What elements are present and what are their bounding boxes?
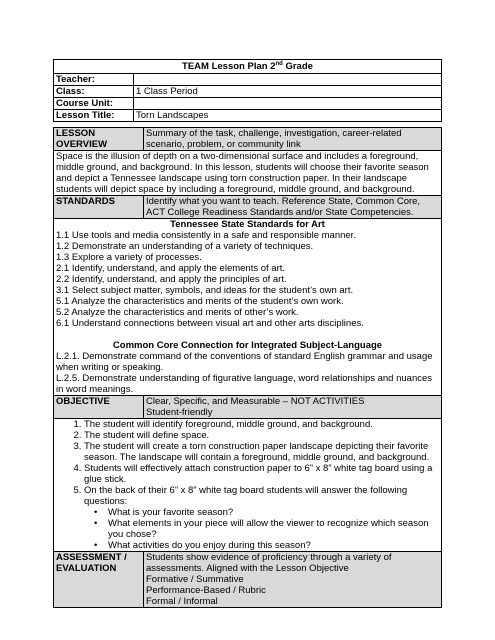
standards-label: STANDARDS [54,196,144,219]
overview-text: Space is the illusion of depth on a two-dimensional surface and includes a foreground, middle ground, and background. In this lesson, students will choose their favorite season and depict a Tennessee landscape using torn construction paper. In their landscape students will depict space by including a foreground, middle ground, and background. [54,151,442,196]
bullet-icon: • [94,507,98,518]
art-standard-item: 1.3 Explore a variety of processes. [56,252,202,263]
assessment-line: Performance-Based / Rubric [146,585,266,596]
objective-item: 2. The student will define space. [84,430,439,441]
question-item: • What activities do you enjoy during this season? [94,540,311,551]
standards-hint: Identify what you want to teach. Reference State, Common Core, ACT College Readiness Standards and/or State Competencies. [144,196,442,219]
lesson-info-table [53,59,442,122]
art-standard-item: 6.1 Understand connections between visual art and other arts disciplines. [56,318,364,329]
objective-item: 5. On the back of their 6” x 8” white tag board students will answer the following questions: [84,485,439,507]
bullet-icon: • [94,518,98,529]
course-unit-label: Course Unit: [54,98,134,110]
spacer [56,329,439,340]
standards-body [54,219,442,396]
assessment-label [54,552,144,608]
objective-item: 3. The student will create a torn construction paper landscape depicting their favorite season. The landscape will contain a foreground, middle ground, and background. [84,441,439,463]
art-standard-item: 5.1 Analyze the characteristics and merits of the student’s own work. [56,296,344,307]
art-standard-item: 2.2 Identify, understand, and apply the principles of art. [56,274,287,285]
lesson-title-value: Torn Landscapes [134,110,442,122]
class-value: 1 Class Period [134,86,442,98]
assessment-line: Formal / Informal [146,596,218,607]
assessment-line: Formative / Summative [146,574,244,585]
class-label: Class: [54,86,134,98]
assessment-label-line: EVALUATION [56,563,117,574]
common-core-item: L.2.5. Demonstrate understanding of figurative language, word relationships and nuances in word meanings. [56,373,433,395]
assessment-label-line: ASSESSMENT / [56,552,127,563]
objective-item: 1. The student will identify foreground, middle ground, and background. [84,419,439,430]
bullet-icon: • [94,540,98,551]
objective-label: OBJECTIVE [54,396,144,419]
objective-list [56,419,439,507]
assessment-hint [144,552,442,608]
art-standard-item: 1.2 Demonstrate an understanding of a variety of techniques. [56,241,314,252]
objective-hint [144,396,442,419]
objective-body [54,419,442,552]
objective-hint-line: Student-friendly [146,407,213,418]
assessment-line: Students show evidence of proficiency through a variety of assessments. Aligned with the Lesson Objective [146,552,392,574]
objective-item: 4. Students will effectively attach construction paper to 6” x 8” white tag board using a glue stick. [84,463,439,485]
art-standards-heading: Tennessee State Standards for Art [170,219,325,230]
common-core-heading: Common Core Connection for Integrated Subject-Language [112,340,383,351]
art-standard-item: 1.1 Use tools and media consistently in a safe and responsible manner. [56,230,356,241]
course-unit-value [134,98,442,110]
overview-label: LESSON OVERVIEW [54,128,144,151]
lesson-content-table [53,127,442,608]
art-standard-item: 2.1 Identify, understand, and apply the elements of art. [56,263,286,274]
objective-hint-line: Clear, Specific, and Measurable – NOT ACTIVITIES [146,396,365,407]
lesson-title-label: Lesson Title: [54,110,134,122]
question-item: • What elements in your piece will allow the viewer to recognize which season you chose? [94,518,429,540]
question-item: • What is your favorite season? [94,507,234,518]
overview-hint: Summary of the task, challenge, investigation, career-related scenario, problem, or community link [144,128,442,151]
teacher-label: Teacher: [54,74,134,86]
art-standard-item: 5.2 Analyze the characteristics and merits of other’s work. [56,307,299,318]
question-list [56,507,439,551]
common-core-item: L.2.1. Demonstrate command of the conventions of standard English grammar and usage when writing or speaking. [56,351,433,373]
teacher-value [134,74,442,86]
art-standard-item: 3.1 Select subject matter, symbols, and ideas for the student’s own art. [56,285,354,296]
lesson-plan-title: TEAM Lesson Plan 2nd Grade [54,60,442,74]
